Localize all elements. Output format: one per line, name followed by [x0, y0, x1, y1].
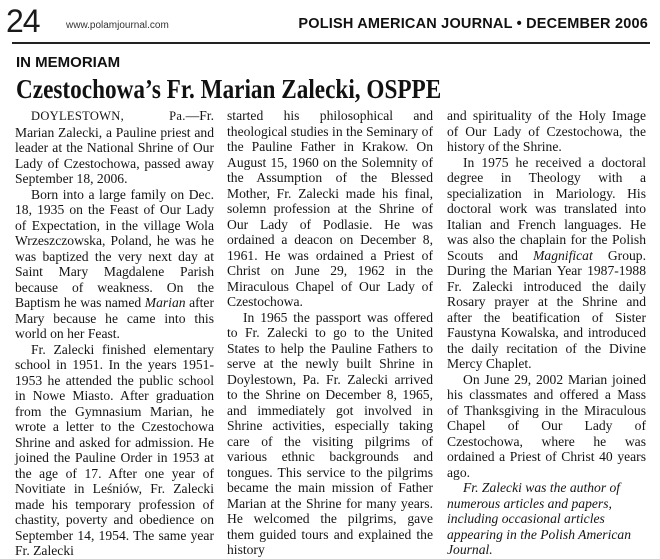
page-header: [0, 0, 660, 44]
paragraph-text: —Fr. Marian Zalecki, a Pauline priest and leader at the National Shrine of Our Lady of Czestochowa, passed away September 18, 2006.: [15, 108, 214, 186]
paragraph-text: Group. During the Marian Year 1987-1988 Fr. Zalecki introduced the daily Rosary prayer at the Shrine and after the beatification of Sister Faustyna Kowalska, and introduced the daily recitation of the Divine Mercy Chaplet.: [447, 247, 646, 371]
article-headline: Czestochowa’s Fr. Marian Zalecki, OSPPE: [16, 74, 442, 104]
paragraph: [15, 108, 214, 187]
article-column-1: [15, 108, 214, 559]
paragraph: [447, 155, 646, 372]
section-kicker: IN MEMORIAM: [16, 54, 121, 71]
paragraph-text: after Mary because he came into this world on her Feast.: [15, 295, 214, 341]
website-url: www.polamjournal.com: [66, 20, 169, 31]
paragraph-text: In 1975 he received a doctoral degree in Theology with a specialization in Mariology. His doctoral work was translated into Italian and French languages. He was also the chaplain for the Polish Scouts and: [447, 154, 646, 263]
article-column-2: [227, 108, 433, 558]
author-note: Fr. Zalecki was the author of numerous articles and papers, including occasional articles appearing in the Polish American Journal.: [447, 480, 632, 557]
paragraph: On June 29, 2002 Marian joined his classmates and offered a Mass of Thanksgiving in the Miraculous Chapel of Our Lady of Czestochowa, where he was ordained a Priest of Christ 40 years ago.: [447, 371, 646, 480]
paragraph: In 1965 the passport was offered to Fr. Zalecki to go to the United States to help the Pauline Fathers to serve at the newly built Shrine in Doylestown, Pa. Fr. Zalecki arrived to the Shrine on December 8, 1965, and immediately got involved in Shrine activities, especially taking care of the visiting pilgrims of various ethnic backgrounds and tongues. This service to the pilgrims became the main mission of Father Marian at the Shrine for many years. He welcomed the pilgrims, gave them guided tours and explained the history: [227, 309, 433, 557]
paragraph: [15, 187, 214, 342]
paragraph: started his philosophical and theological studies in the Seminary of the Pauline Father in Krakow. On August 15, 1960 on the Solemnity of the Assumption of the Blessed Mother, Fr. Zalecki made his final, solemn profession at the Shrine of Our Lady of Podlasie. He was ordained a deacon on December 8, 1961. He was ordained a Priest of Christ on June 29, 1962 in the Miraculous Chapel of Our Lady of Czestochowa.: [227, 108, 433, 309]
paragraph: and spirituality of the Holy Image of Our Lady of Czestochowa, the history of the Shrine.: [447, 108, 646, 154]
paragraph: Fr. Zalecki finished elementary school in 1951. In the years 1951-1953 he attended the public school in Nowe Miasto. After graduation from the Gymnasium Marian, he wrote a letter to the Czestochowa Shrine and asked for admission. He joined the Pauline Order in 1953 at the age of 17. After one year of Novitiate in Leśniów, Fr. Zalecki made his temporary profession of chastity, poverty and obedience on September 14, 1954. The same year Fr. Zalecki: [15, 341, 214, 558]
paragraph-text: Born into a large family on Dec. 18, 1935 on the Feast of Our Lady of Expectation, in the village Wola Wrzeszczowska, Poland, he was he was baptized the very next day at Saint Mary Magdalene Parish because of weakness. On the Baptism he was named: [15, 186, 214, 310]
page-number: 24: [6, 3, 40, 39]
italic-text: Marian: [144, 295, 186, 310]
article-column-3: [447, 108, 646, 558]
header-rule: [12, 42, 650, 44]
dateline: DOYLESTOWN, Pa.: [31, 109, 186, 123]
publication-masthead: POLISH AMERICAN JOURNAL • DECEMBER 2006: [298, 16, 648, 32]
italic-text: Magnificat: [533, 247, 593, 263]
